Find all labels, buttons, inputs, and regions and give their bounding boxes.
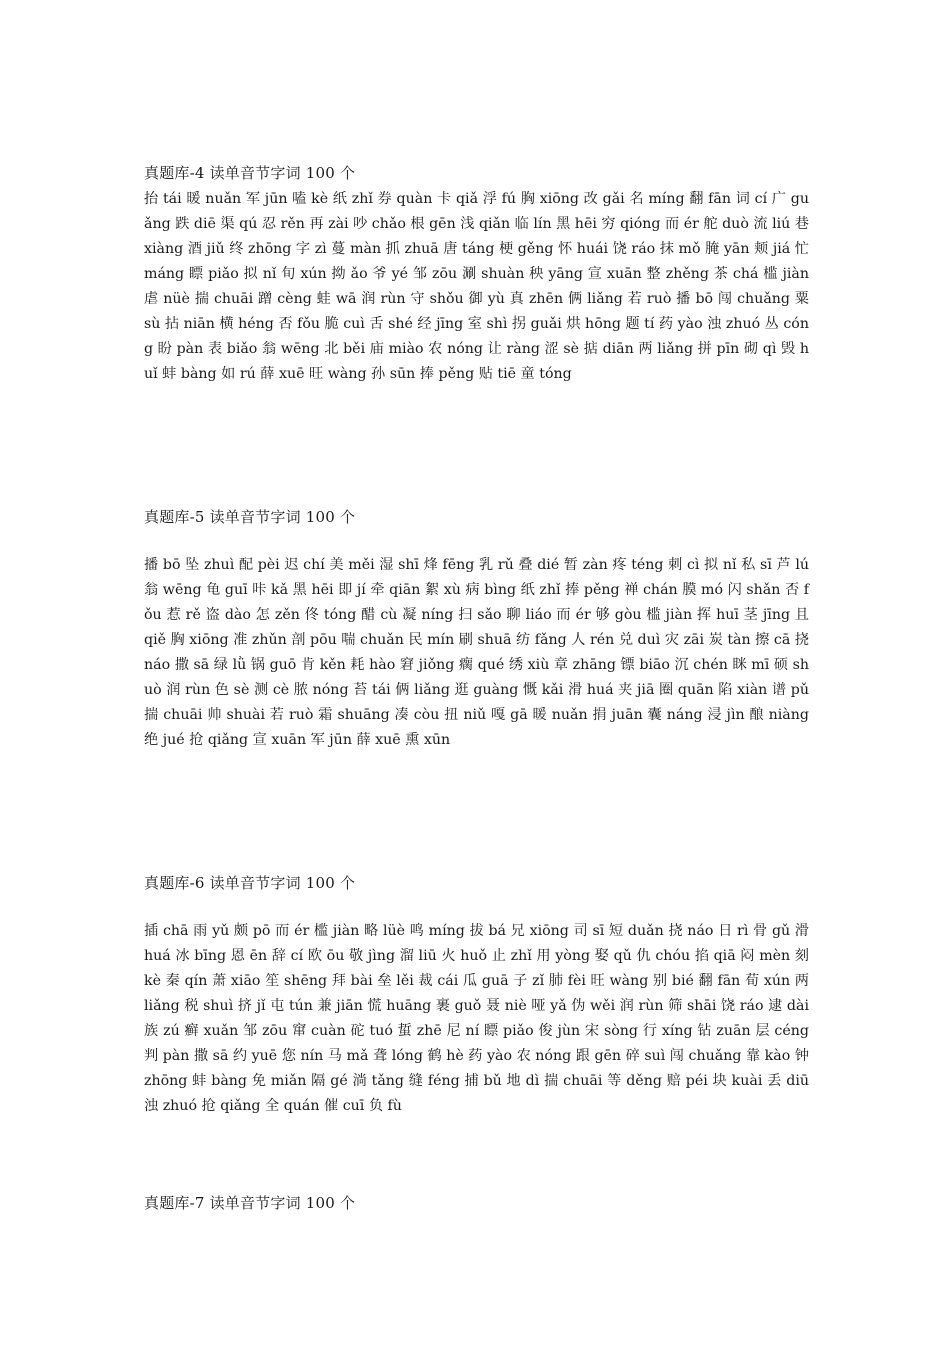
section-title-4: 真题库-4 读单音节字词 100 个 bbox=[144, 164, 356, 182]
section-title-7: 真题库-7 读单音节字词 100 个 bbox=[144, 1194, 356, 1212]
word-list-5: 播 bō 坠 zhuì 配 pèi 迟 chí 美 měi 湿 shī 烽 fēng 乳 rǔ 叠 dié 暂 zàn 疼 téng 刺 cì 拟 nǐ 私 sī 芦 lú 翁 wēng 龟 guī 咔 kǎ 黑 hēi 即 jí 牵 qiān 絮 xù 病 bìng 纸 zhǐ 捧 pěng 禅 chán 膜 mó 闪 shǎn 否 fǒu 惹 rě 盗 dào 怎 zěn 佟 tóng 醋 cù 凝 níng 扫 sǎo 聊 liáo 而 ér 够 gòu 槛 jiàn 挥 huī 茎 jīng 且 qiě 胸 xiōng 准 zhǔn 剖 pōu 喘 chuǎn 民 mín 刷 shuā 纺 fǎng 人 rén 兑 duì 灾 zāi 炭 tàn 擦 cā 挠 náo 撒 sā 绿 lǜ 锅 guō 肯 kěn 耗 hào 窘 jiǒng 瘸 qué 绣 xiù 章 zhāng 镖 biāo 沉 chén 眯 mī 硕 shuò 润 rùn 色 sè 测 cè 脓 nóng 苔 tái 俩 liǎng 逛 guàng 慨 kǎi 滑 huá 夹 jiā 圈 quān 陷 xiàn 谱 pǔ 揣 chuāi 帅 shuài 若 ruò 霜 shuāng 凑 còu 扭 niǔ 嘎 gā 暖 nuǎn 捐 juān 囊 náng 浸 jìn 酿 niàng 绝 jué 抢 qiǎng 宣 xuān 军 jūn 薛 xuē 熏 xūn bbox=[144, 557, 809, 748]
word-list-6: 插 chā 雨 yǔ 颇 pō 而 ér 槛 jiàn 略 lüè 鸣 míng 拔 bá 兄 xiōng 司 sī 短 duǎn 挠 náo 日 rì 骨 gǔ 滑 huá 冰 bīng 恩 ēn 辞 cí 欧 ōu 敬 jìng 溜 liū 火 huǒ 止 zhǐ 用 yòng 娶 qǔ 仇 chóu 掐 qiā 闷 mèn 刻 kè 秦 qín 萧 xiāo 笙 shēng 拜 bài 垒 lěi 裁 cái 瓜 guā 子 zǐ 肺 fèi 旺 wàng 别 bié 翻 fān 荀 xún 两 liǎng 税 shuì 挤 jǐ 屯 tún 兼 jiān 慌 huāng 裹 guǒ 聂 niè 哑 yǎ 伪 wěi 润 rùn 筛 shāi 饶 ráo 逮 dài 族 zú 癣 xuǎn 邹 zōu 窜 cuàn 砣 tuó 蜇 zhē 尼 ní 瞟 piǎo 俊 jùn 宋 sòng 行 xíng 钻 zuān 层 céng 判 pàn 撒 sā 约 yuē 您 nín 马 mǎ 聋 lóng 鹤 hè 药 yào 农 nóng 跟 gēn 碎 suì 闯 chuǎng 靠 kào 钟 zhōng 蚌 bàng 免 miǎn 隔 gé 淌 tǎng 缝 féng 捕 bǔ 地 dì 揣 chuāi 等 děng 赔 péi 块 kuài 丢 diū 浊 zhuó 抢 qiǎng 全 quán 催 cuī 负 fù bbox=[144, 923, 809, 1114]
section-title-6: 真题库-6 读单音节字词 100 个 bbox=[144, 874, 356, 892]
word-list-4: 抬 tái 暖 nuǎn 军 jūn 嗑 kè 纸 zhǐ 券 quàn 卡 qiǎ 浮 fú 胸 xiōng 改 gǎi 名 míng 翻 fān 词 cí 广 guǎng 跌 diē 渠 qú 忍 rěn 再 zài 吵 chǎo 根 gēn 浅 qiǎn 临 lín 黑 hēi 穷 qióng 而 ér 舵 duò 流 liú 巷 xiàng 酒 jiǔ 终 zhōng 字 zì 蔓 màn 抓 zhuā 唐 táng 梗 gěng 怀 huái 饶 ráo 抹 mǒ 腌 yān 颊 jiá 忙 máng 瞟 piǎo 拟 nǐ 旬 xún 拗 ǎo 爷 yé 邹 zōu 涮 shuàn 秧 yāng 宣 xuān 整 zhěng 茶 chá 槛 jiàn 虐 nüè 揣 chuāi 蹭 cèng 蛙 wā 润 rùn 守 shǒu 御 yù 真 zhēn 俩 liǎng 若 ruò 播 bō 闯 chuǎng 粟 sù 拈 niān 横 héng 否 fǒu 脆 cuì 舌 shé 经 jīng 室 shì 拐 guǎi 烘 hōng 题 tí 药 yào 浊 zhuó 丛 cóng 盼 pàn 表 biǎo 翁 wēng 北 běi 庙 miào 农 nóng 让 ràng 涩 sè 掂 diān 两 liǎng 拼 pīn 砌 qì 毁 huǐ 蚌 bàng 如 rú 薛 xuē 旺 wàng 孙 sūn 捧 pěng 贴 tiē 童 tóng bbox=[144, 191, 809, 382]
section-title-5: 真题库-5 读单音节字词 100 个 bbox=[144, 508, 356, 526]
